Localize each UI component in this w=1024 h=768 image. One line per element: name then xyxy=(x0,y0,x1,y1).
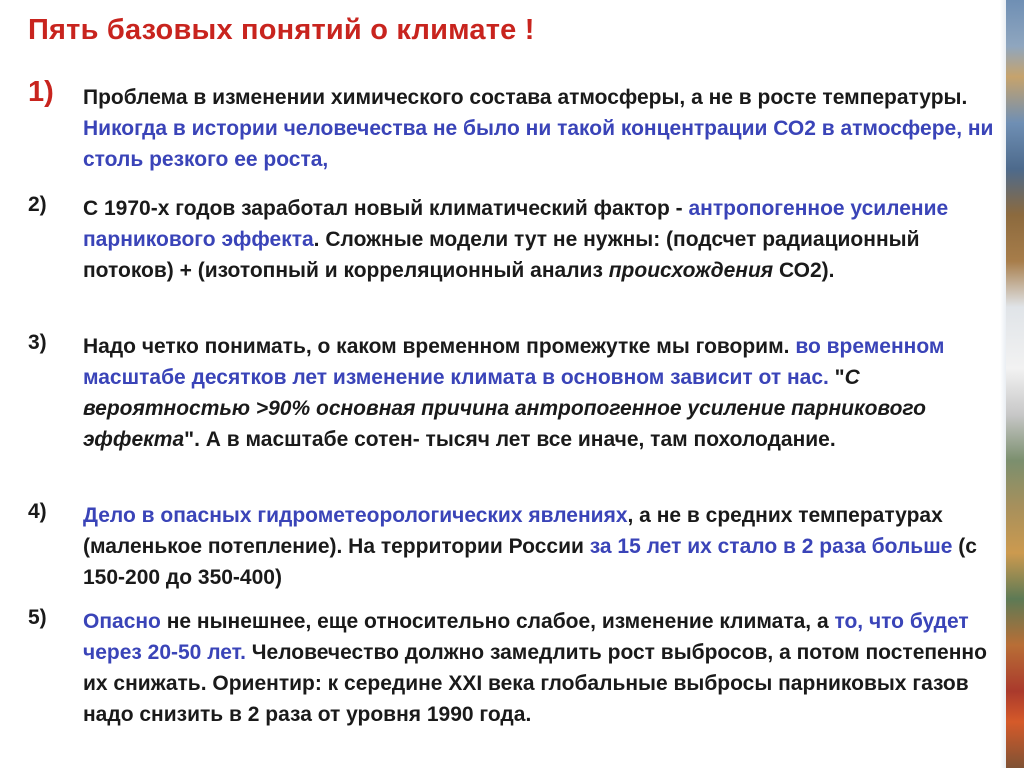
text-segment: . Сложные модели тут не нужны: (подсчет радиационный потоков) + (изотопный и корреляционный анализ xyxy=(83,228,920,282)
highlight-segment: Опасно xyxy=(83,610,161,633)
point-number: 5) xyxy=(28,606,47,629)
italic-segment: происхождения xyxy=(608,259,774,282)
highlight-segment: Дело в опасных гидрометеорологических явлениях xyxy=(83,504,628,527)
text-segment: " xyxy=(828,366,845,389)
text-segment: ". А в масштабе сотен- тысяч лет все иначе, там похолодание. xyxy=(184,428,836,451)
text-segment: не нынешнее, еще относительно слабое, изменение климата, а xyxy=(160,610,835,633)
point-number: 2) xyxy=(28,193,47,216)
point-text xyxy=(83,500,1008,593)
text-segment: СО2). xyxy=(773,259,835,282)
text-segment: С 1970-х годов заработал новый климатический фактор - xyxy=(83,197,689,220)
point-text xyxy=(83,82,1008,175)
point-text xyxy=(83,331,1008,455)
text-segment: Проблема в изменении химического состава атмосферы, а не в росте температуры. xyxy=(83,86,968,109)
point-text xyxy=(83,193,1008,286)
point-number: 3) xyxy=(28,331,47,354)
highlight-segment: за 15 лет их стало в 2 раза больше xyxy=(589,535,953,558)
text-segment: Надо четко понимать, о каком временном промежутке мы говорим. xyxy=(83,335,796,358)
italic-segment: С вероятностью >90% основная причина антропогенное усиление парникового эффекта xyxy=(83,366,926,451)
text-segment: (с 150-200 до 350-400) xyxy=(83,535,977,589)
text-segment: , а не в средних температурах (маленькое потепление). На территории России xyxy=(83,504,943,558)
point-number: 4) xyxy=(28,500,47,523)
highlight-segment: то, что будет через 20-50 лет. xyxy=(83,610,969,664)
highlight-segment: во временном масштабе десятков лет изменение климата в основном зависит от нас. xyxy=(83,335,945,389)
highlight-segment: антропогенное усиление парникового эффекта xyxy=(83,197,949,251)
point-text xyxy=(83,606,1008,730)
slide-title: Пять базовых понятий о климате ! xyxy=(28,14,535,46)
decorative-photo-strip xyxy=(1006,0,1024,768)
point-number: 1) xyxy=(28,76,54,108)
text-segment: Человечество должно замедлить рост выбросов, а потом постепенно их снижать. Ориентир: к середине XXI века глобальные выбросы парниковых газов надо снизить в 2 раза от уровня 1990 года. xyxy=(83,641,987,726)
highlight-segment: Никогда в истории человечества не было ни такой концентрации СО2 в атмосфере, ни столь резкого ее роста, xyxy=(83,117,994,171)
